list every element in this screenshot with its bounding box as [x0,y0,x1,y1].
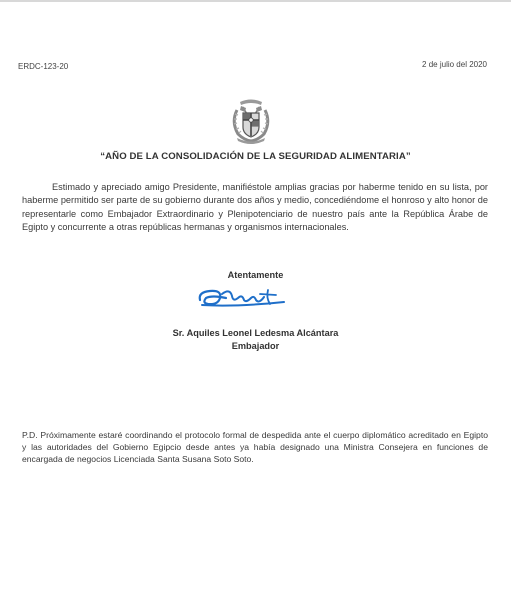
signer-title: Embajador [231,341,280,351]
closing-salutation: Atentamente [227,270,284,280]
page-edge [0,0,511,2]
year-motto: “AÑO DE LA CONSOLIDACIÓN DE LA SEGURIDAD ALIMENTARIA” [100,151,411,162]
signer-name: Sr. Aquiles Leonel Ledesma Alcántara [172,328,339,338]
letter-body: Estimado y apreciado amigo Presidente, manifiéstole amplias gracias por haberme tenido en su lista, por haberme permitido ser parte de su gobierno durante dos años y medio, concediéndome el honroso y alto honor de representarle como Embajador Extraordinario y Plenipotenciario de nuestro país ante la República Árabe de Egipto y concurrente a otras repúblicas hermanas y organismos internacionales. [22,182,488,233]
handwritten-signature [196,286,288,310]
letter-date: 2 de julio del 2020 [422,60,487,69]
coat-of-arms-icon [228,96,274,146]
reference-number: ERDC-123-20 [18,62,69,71]
postscript: P.D. Próximamente estaré coordinando el protocolo formal de despedida ante el cuerpo diplomático acreditado en Egipto y las autoridades del Gobierno Egipcio desde antes ya había designado una Ministra Consejera en funciones de encargada de negocios Licenciada Santa Susana Soto Soto. [22,430,488,464]
